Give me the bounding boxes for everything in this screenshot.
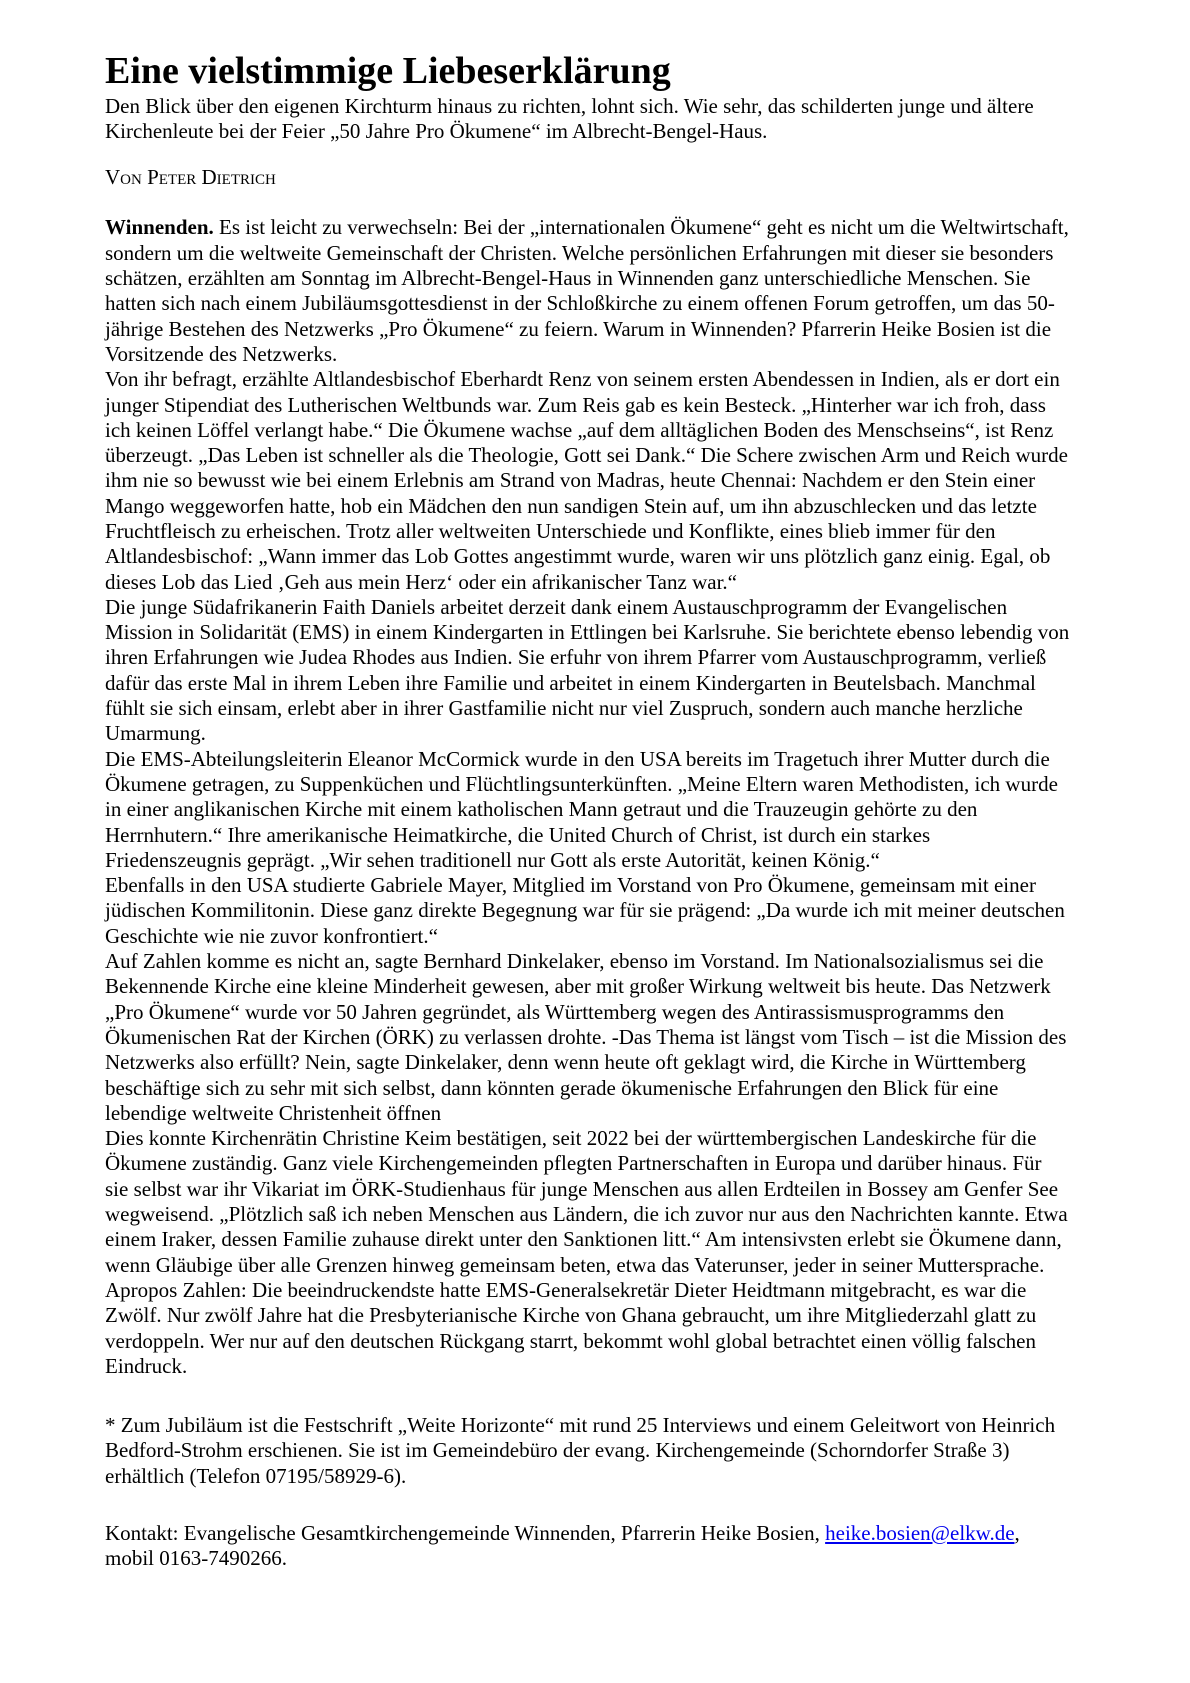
article-content: [105, 50, 1070, 1572]
email-link[interactable]: heike.bosien@elkw.de: [825, 1520, 1015, 1545]
paragraph: Auf Zahlen komme es nicht an, sagte Bernhard Dinkelaker, ebenso im Vorstand. Im Nationalsozialismus sei die Bekennende Kirche eine kleine Minderheit gewesen, aber mit großer Wirkung weltweit bis heute. Das Netzwerk „Pro Ökumene“ wurde vor 50 Jahren gegründet, als Württemberg wegen des Antirassismusprogramms den Ökumenischen Rat der Kirchen (ÖRK) zu verlassen drohte. -Das Thema ist längst vom Tisch – ist die Mission des Netzwerks also erfüllt? Nein, sagte Dinkelaker, denn wenn heute oft geklagt wird, die Kirche in Württemberg beschäftige sich zu sehr mit sich selbst, dann könnten gerade ökumenische Erfahrungen den Blick für eine lebendige weltweite Christenheit öffnen: [105, 949, 1067, 1125]
paragraph-lead: [105, 215, 1070, 367]
contact-line: [105, 1521, 1070, 1572]
article-title: Eine vielstimmige Liebeserklärung: [105, 50, 671, 92]
article-subtitle: Den Blick über den eigenen Kirchturm hinaus zu richten, lohnt sich. Wie sehr, das schilderten junge und ältere Kirchenleute bei der Feier „50 Jahre Pro Ökumene“ im Albrecht-Bengel-Haus.: [105, 93, 1034, 143]
contact-text-after: , mobil 0163-7490266.: [105, 1520, 1020, 1571]
paragraph: Die junge Südafrikanerin Faith Daniels arbeitet derzeit dank einem Austauschprogramm der Evangelischen Mission in Solidarität (EMS) in einem Kindergarten in Ettlingen bei Karlsruhe. Sie berichtete ebenso lebendig von ihren Erfahrungen wie Judea Rhodes aus Indien. Sie erfuhr von ihrem Pfarrer vom Austauschprogramm, verließ dafür das erste Mal in ihrem Leben ihre Familie und arbeitet in einem Kindergarten in Beutelsbach. Manchmal fühlt sie sich einsam, erlebt aber in ihrer Gastfamilie nicht nur viel Zuspruch, sondern auch manche herzliche Umarmung.: [105, 594, 1070, 746]
paragraph: Dies konnte Kirchenrätin Christine Keim bestätigen, seit 2022 bei der württembergischen Landeskirche für die Ökumene zuständig. Ganz viele Kirchengemeinden pflegten Partnerschaften in Europa und darüber hinaus. Für sie selbst war ihr Vikariat im ÖRK-Studienhaus für junge Menschen aus allen Erdteilen in Bossey am Genfer See wegweisend. „Plötzlich saß ich neben Menschen aus Ländern, die ich zuvor nur aus den Nachrichten kannte. Etwa einem Iraker, dessen Familie zuhause direkt unter den Sanktionen litt.“ Am intensivsten erlebt sie Ökumene dann, wenn Gläubige über alle Grenzen hinweg gemeinsam beten, etwa das Vaterunser, jeder in seiner Muttersprache.: [105, 1126, 1068, 1277]
contact-text-before: Kontakt: Evangelische Gesamtkirchengemeinde Winnenden, Pfarrerin Heike Bosien,: [105, 1520, 826, 1545]
lead-text: Es ist leicht zu verwechseln: Bei der „internationalen Ökumene“ geht es nicht um die Weltwirtschaft, sondern um die weltweite Gemeinschaft der Christen. Welche persönlichen Erfahrungen mit dieser sie besonders schätzen, erzählten am Sonntag im Albrecht-Bengel-Haus in Winnenden ganz unterschiedliche Menschen. Sie hatten sich nach einem Jubiläumsgottesdienst in der Schloßkirche zu einem offenen Forum getroffen, um das 50-jährige Bestehen des Netzwerks „Pro Ökumene“ zu feiern. Warum in Winnenden? Pfarrerin Heike Bosien ist die Vorsitzende des Netzwerks.: [105, 215, 1069, 366]
dateline: Winnenden.: [105, 215, 214, 240]
paragraph: Ebenfalls in den USA studierte Gabriele Mayer, Mitglied im Vorstand von Pro Ökumene, gemeinsam mit einer jüdischen Kommilitonin. Diese ganz direkte Begegnung war für sie prägend: „Da wurde ich mit meiner deutschen Geschichte wie nie zuvor konfrontiert.“: [105, 873, 1065, 948]
article-byline: Von Peter Dietrich: [105, 165, 276, 190]
article-body: [105, 215, 1070, 1379]
footnote: * Zum Jubiläum ist die Festschrift „Weite Horizonte“ mit rund 25 Interviews und einem Geleitwort von Heinrich Bedford-Strohm erschienen. Sie ist im Gemeindebüro der evang. Kirchengemeinde (Schorndorfer Straße 3) erhältlich (Telefon 07195/58929-6).: [105, 1413, 1056, 1488]
paragraph: Von ihr befragt, erzählte Altlandesbischof Eberhardt Renz von seinem ersten Abendessen in Indien, als er dort ein junger Stipendiat des Lutherischen Weltbunds war. Zum Reis gab es kein Besteck. „Hinterher war ich froh, dass ich keinen Löffel verlangt habe.“ Die Ökumene wachse „auf dem alltäglichen Boden des Menschseins“, ist Renz überzeugt. „Das Leben ist schneller als die Theologie, Gott sei Dank.“ Die Schere zwischen Arm und Reich wurde ihm nie so bewusst wie bei einem Erlebnis am Strand von Madras, heute Chennai: Nachdem er den Stein einer Mango weggeworfen hatte, hob ein Mädchen den nun sandigen Stein auf, um ihn abzuschlecken und das letzte Fruchtfleisch zu erheischen. Trotz aller weltweiten Unterschiede und Konflikte, eines blieb immer für den Altlandesbischof: „Wann immer das Lob Gottes angestimmt wurde, waren wir uns plötzlich ganz einig. Egal, ob dieses Lob das Lied ‚Geh aus mein Herz‘ oder ein afrikanischer Tanz war.“: [105, 367, 1068, 594]
paragraph: Die EMS-Abteilungsleiterin Eleanor McCormick wurde in den USA bereits im Tragetuch ihrer Mutter durch die Ökumene getragen, zu Suppenküchen und Flüchtlingsunterkünften. „Meine Eltern waren Methodisten, ich wurde in einer anglikanischen Kirche mit einem katholischen Mann getraut und die Trauzeugin gehörte zu den Herrnhutern.“ Ihre amerikanische Heimatkirche, die United Church of Christ, ist durch ein starkes Friedenszeugnis geprägt. „Wir sehen traditionell nur Gott als erste Autorität, keinen König.“: [105, 746, 1058, 872]
paragraph: Apropos Zahlen: Die beeindruckendste hatte EMS-Generalsekretär Dieter Heidtmann mitgebracht, es war die Zwölf. Nur zwölf Jahre hat die Presbyterianische Kirche von Ghana gebraucht, um ihre Mitgliederzahl glatt zu verdoppeln. Wer nur auf den deutschen Rückgang starrt, bekommt wohl global betrachtet einen völlig falschen Eindruck.: [105, 1277, 1037, 1378]
